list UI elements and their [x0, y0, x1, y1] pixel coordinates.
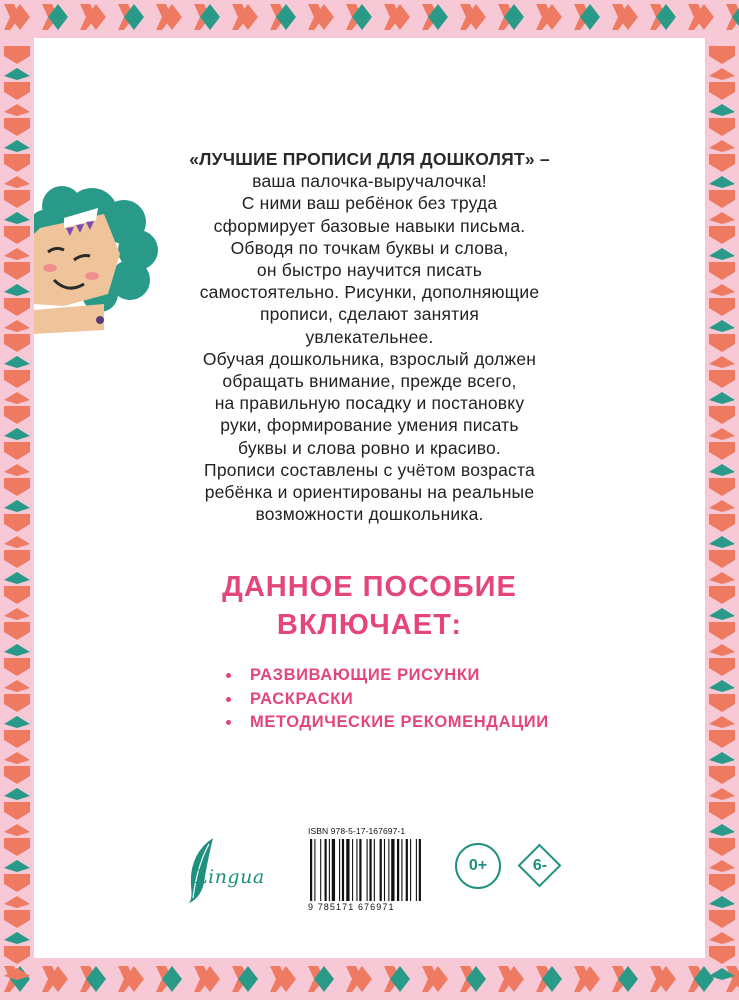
pattern-shape	[4, 356, 30, 368]
barcode-bar	[391, 839, 394, 901]
pattern-shape	[709, 406, 735, 424]
pattern-shape	[709, 752, 735, 764]
pattern-shape	[4, 680, 30, 692]
intro-line: на правильную посадку и постановку	[214, 393, 525, 414]
barcode-bar	[329, 839, 330, 901]
pattern-shape	[4, 478, 30, 496]
intro-line: возможности дошкольника.	[255, 504, 484, 525]
intro-line: Обводя по точкам буквы и слова,	[230, 237, 509, 258]
barcode-bar	[359, 839, 361, 901]
pattern-shape	[4, 910, 30, 928]
pattern-shape	[709, 370, 735, 388]
barcode-bar	[410, 839, 411, 901]
lingua-logo	[183, 836, 263, 906]
barcode-bar	[397, 839, 399, 901]
heading-line-2: ВКЛЮЧАЕТ:	[276, 609, 463, 641]
pattern-shape	[4, 212, 30, 224]
pattern-shape	[4, 694, 30, 712]
pattern-shape	[709, 68, 735, 80]
pattern-shape	[709, 262, 735, 280]
pattern-shape	[4, 370, 30, 388]
intro-text	[34, 148, 705, 525]
pattern-shape	[709, 478, 735, 496]
pattern-shape	[4, 226, 30, 244]
pattern-shape	[709, 464, 735, 476]
barcode-bar	[325, 839, 327, 901]
pattern-shape	[4, 608, 30, 620]
pattern-shape	[4, 68, 30, 80]
pattern-shape	[709, 190, 735, 208]
pattern-shape	[709, 284, 735, 296]
pattern-shape	[709, 118, 735, 136]
intro-line: Прописи составлены с учётом возраста	[204, 459, 535, 480]
pattern-shape	[709, 658, 735, 676]
pattern-shape	[709, 838, 735, 856]
pattern-shape	[709, 334, 735, 352]
pattern-shape	[4, 190, 30, 208]
pattern-shape	[4, 536, 30, 548]
pattern-shape	[4, 464, 30, 476]
barcode-bar	[384, 839, 385, 901]
pattern-shape	[4, 572, 30, 584]
barcode-bar	[401, 839, 402, 901]
pattern-shape	[4, 550, 30, 568]
pattern-shape	[709, 802, 735, 820]
pattern-shape	[4, 392, 30, 404]
age-rating-6	[517, 843, 563, 889]
pattern-shape	[4, 644, 30, 656]
feature-list	[222, 664, 549, 735]
pattern-shape	[709, 694, 735, 712]
pattern-shape	[709, 428, 735, 440]
age-label: 6-	[532, 857, 548, 874]
pattern-shape	[709, 730, 735, 748]
pattern-shape	[709, 248, 735, 260]
list-item	[222, 711, 549, 735]
pattern-shape	[4, 730, 30, 748]
pattern-shape	[4, 874, 30, 892]
pattern-shape	[709, 298, 735, 316]
pattern-shape	[709, 104, 735, 116]
intro-line: С ними ваш ребёнок без труда	[241, 193, 498, 214]
publisher-name: Lingua	[195, 866, 265, 888]
pattern-shape	[4, 262, 30, 280]
heading-line-1: ДАННОЕ ПОСОБИЕ	[222, 571, 517, 603]
pattern-shape	[4, 176, 30, 188]
pattern-shape	[709, 622, 735, 640]
feature-label: РАЗВИВАЮЩИЕ РИСУНКИ	[250, 666, 480, 684]
pattern-shape	[4, 118, 30, 136]
pattern-shape	[709, 766, 735, 784]
pattern-shape	[4, 514, 30, 532]
pattern-shape	[4, 442, 30, 460]
pattern-shape	[709, 212, 735, 224]
bullet-icon	[226, 720, 231, 725]
pattern-shape	[4, 716, 30, 728]
pattern-shape	[709, 910, 735, 928]
intro-line: сформирует базовые навыки письма.	[213, 215, 526, 236]
intro-line: буквы и слова ровно и красиво.	[237, 437, 501, 458]
pattern-shape	[4, 766, 30, 784]
pattern-shape	[709, 586, 735, 604]
pattern-shape	[4, 248, 30, 260]
pattern-shape	[4, 838, 30, 856]
barcode-bar	[339, 839, 340, 901]
pattern-shape	[709, 932, 735, 944]
pattern-shape	[4, 46, 30, 64]
pattern-shape	[4, 658, 30, 676]
pattern-shape	[709, 356, 735, 368]
pattern-shape	[4, 298, 30, 316]
pattern-shape	[709, 536, 735, 548]
barcode	[308, 839, 456, 901]
section-heading	[34, 568, 705, 644]
pattern-shape	[4, 946, 30, 964]
barcode-bar	[419, 839, 421, 901]
pattern-shape	[709, 320, 735, 332]
age-label: 0+	[468, 857, 488, 874]
pattern-shape	[709, 514, 735, 532]
pattern-shape	[4, 788, 30, 800]
intro-line: он быстро научится писать	[256, 260, 483, 281]
pattern-shape	[709, 860, 735, 872]
pattern-shape	[709, 716, 735, 728]
pattern-shape	[709, 442, 735, 460]
intro-line: прописи, сделают занятия	[259, 304, 480, 325]
barcode-bar	[346, 839, 349, 901]
barcode-bar	[380, 839, 382, 901]
pattern-shape	[709, 946, 735, 964]
pattern-shape	[709, 82, 735, 100]
pattern-shape	[709, 392, 735, 404]
pattern-shape	[4, 752, 30, 764]
isbn-text: ISBN 978-5-17-167697-1	[308, 826, 406, 836]
pattern-shape	[4, 802, 30, 820]
barcode-bar	[310, 839, 312, 901]
pattern-shape	[4, 82, 30, 100]
pattern-shape	[4, 932, 30, 944]
pattern-shape	[709, 824, 735, 836]
pattern-shape	[4, 154, 30, 172]
pattern-shape	[709, 140, 735, 152]
pattern-shape	[709, 226, 735, 244]
feature-label: МЕТОДИЧЕСКИЕ РЕКОМЕНДАЦИИ	[250, 713, 549, 731]
pattern-shape	[4, 586, 30, 604]
book-title: «ЛУЧШИЕ ПРОПИСИ ДЛЯ ДОШКОЛЯТ» –	[189, 149, 550, 169]
pattern-shape	[709, 500, 735, 512]
intro-line: обращать внимание, прежде всего,	[222, 371, 517, 392]
pattern-shape	[709, 572, 735, 584]
pattern-shape	[4, 406, 30, 424]
pattern-shape	[4, 334, 30, 352]
barcode-bar	[374, 839, 375, 901]
pattern-shape	[4, 622, 30, 640]
barcode-bar	[369, 839, 371, 901]
barcode-bar	[416, 839, 417, 901]
barcode-bar	[320, 839, 321, 901]
intro-line: увлекательнее.	[305, 326, 434, 347]
pattern-shape	[709, 680, 735, 692]
list-item	[222, 688, 549, 712]
intro-line: Обучая дошкольника, взрослый должен	[202, 348, 537, 369]
list-item	[222, 664, 549, 688]
pattern-shape	[709, 154, 735, 172]
intro-line: самостоятельно. Рисунки, дополняющие	[199, 282, 540, 303]
barcode-bar	[352, 839, 353, 901]
pattern-shape	[709, 608, 735, 620]
intro-line: ваша палочка-выручалочка!	[252, 171, 487, 192]
pattern-shape	[4, 428, 30, 440]
pattern-shape	[4, 104, 30, 116]
barcode-block	[308, 826, 456, 912]
barcode-bar	[342, 839, 344, 901]
pattern-shape	[4, 824, 30, 836]
bullet-icon	[226, 673, 231, 678]
pattern-shape	[709, 788, 735, 800]
barcode-bar	[388, 839, 389, 901]
barcode-bar	[406, 839, 408, 901]
barcode-digits: 9 785171 676971	[308, 902, 395, 912]
barcode-bar	[332, 839, 335, 901]
pattern-shape	[709, 874, 735, 892]
barcode-bar	[367, 839, 368, 901]
pattern-shape	[4, 140, 30, 152]
pattern-shape	[4, 896, 30, 908]
pattern-shape	[4, 284, 30, 296]
pattern-shape	[4, 320, 30, 332]
pattern-shape	[4, 860, 30, 872]
barcode-bar	[314, 839, 315, 901]
intro-line: ребёнка и ориентированы на реальные	[204, 482, 535, 503]
pattern-shape	[709, 46, 735, 64]
intro-line: руки, формирование умения писать	[220, 415, 519, 436]
pattern-shape	[709, 176, 735, 188]
pattern-shape	[4, 500, 30, 512]
barcode-bar	[356, 839, 357, 901]
bullet-icon	[226, 697, 231, 702]
pattern-shape	[709, 550, 735, 568]
pattern-shape	[709, 644, 735, 656]
pattern-shape	[709, 896, 735, 908]
feature-label: РАСКРАСКИ	[250, 689, 354, 708]
age-rating-0	[455, 843, 501, 889]
